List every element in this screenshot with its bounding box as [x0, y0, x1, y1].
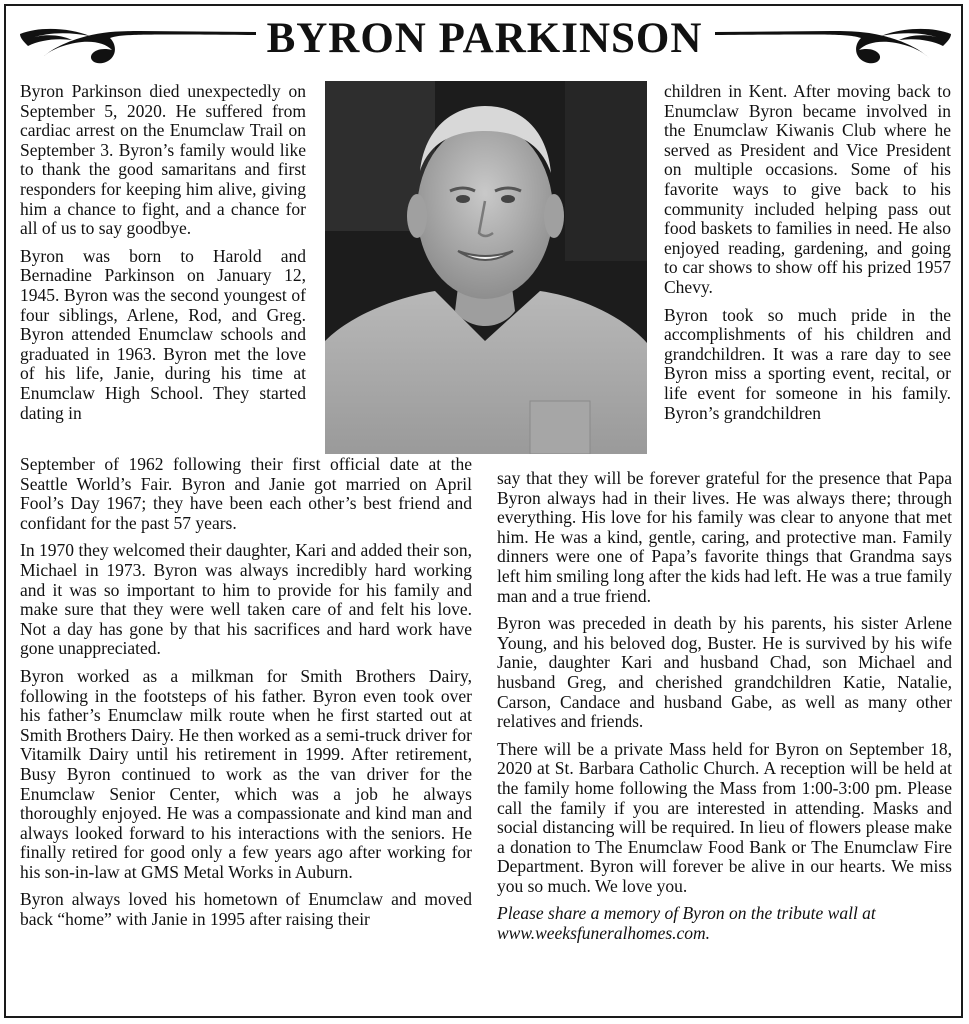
column-1-top: [20, 82, 306, 431]
portrait-photo: [325, 81, 647, 454]
paragraph: Byron always loved his hometown of Enumclaw and moved back “home” with Janie in 1995 after raising their: [20, 889, 472, 930]
column-1-bottom: [20, 455, 472, 938]
header: [0, 8, 969, 74]
scroll-ornament-icon: [715, 22, 951, 66]
closing-note: Please share a memory of Byron on the tribute wall at www.weeksfuneralhomes.com.: [497, 903, 876, 944]
column-2-top: [664, 82, 951, 431]
paragraph: In 1970 they welcomed their daughter, Kari and added their son, Michael in 1973. Byron was always incredibly hard working and it was so important to him to provide for his family and make sure that they were well taken care of and felt his love. Not a day has gone by that his sacrifices and hard work have gone unappreciated.: [20, 540, 472, 659]
paragraph: say that they will be forever grateful for the presence that Papa Byron always had in their lives. He was always there; through everything. His love for his family was clear to anyone that met him. He was a kind, gentle, caring, and protective man. Family dinners were one of Papa’s favorite things that Grandma says left him smiling long after the kids had left. He was a true family man and a true friend.: [497, 468, 952, 606]
paragraph: There will be a private Mass held for Byron on September 18, 2020 at St. Barbara Catholic Church. A reception will be held at the family home following the Mass from 1:00-3:00 pm. Please call the family if you are interested in attending. Masks and social distancing will be required. In lieu of flowers please make a donation to The Enumclaw Food Bank or The Enumclaw Fire Department. Byron will forever be alive in our hearts. We miss you so much. We love you.: [497, 738, 952, 896]
paragraph: Byron took so much pride in the accomplishments of his children and grandchildren. It was a rare day to see Byron miss a sporting event, recital, or life event for someone in his family. Byron’s grandchildren: [664, 304, 951, 423]
paragraph: Byron was born to Harold and Bernadine Parkinson on January 12, 1945. Byron was the second youngest of four siblings, Arlene, Rod, and Greg. Byron attended Enumclaw schools and graduated in 1963. Byron met the love of his life, Janie, during his time at Enumclaw High School. They started dating in: [20, 245, 306, 423]
column-2-bottom: [497, 469, 952, 952]
paragraph: September of 1962 following their first official date at the Seattle World’s Fair. Byron and Janie got married on April Fool’s Day 1967; they have been each other’s best friend and confidant for the past 57 years.: [20, 454, 472, 533]
paragraph: Byron was preceded in death by his parents, his sister Arlene Young, and his beloved dog, Buster. He is survived by his wife Janie, daughter Kari and husband Chad, son Michael and husband Greg, and cherished grandchildren Katie, Natalie, Carson, Candace and husband Gabe, as well as many other relatives and friends.: [497, 613, 952, 732]
paragraph: Byron Parkinson died unexpectedly on September 5, 2020. He suffered from cardiac arrest on the Enumclaw Trail on September 3. Byron’s family would like to thank the good samaritans and first responders for keeping him alive, giving him a chance to fight, and a chance for all of us to say goodbye.: [20, 81, 306, 239]
paragraph: children in Kent. After moving back to Enumclaw Byron became involved in the Enumclaw Kiwanis Club where he served as President and Vice President on multiple occasions. Some of his favorite ways to give back to his community included helping pass out food baskets to families in need. He also enjoyed reading, gardening, and going to car shows to show off his prized 1957 Chevy.: [664, 81, 951, 297]
paragraph: Byron worked as a milkman for Smith Brothers Dairy, following in the footsteps of his father. Byron even took over his father’s Enumclaw milk route when he first started out at Smith Brothers Dairy. He then worked as a semi-truck driver for Vitamilk Dairy until his retirement in 1999. After retirement, Busy Byron continued to work as the van driver for the Enumclaw Senior Center, which was a job he always thoroughly enjoyed. He was a compassionate and kind man and always looked forward to his interactions with the seniors. He finally retired for good only a few years ago after working for his son-in-law at GMS Metal Works in Auburn.: [20, 665, 472, 882]
page-title: BYRON PARKINSON: [266, 15, 703, 62]
